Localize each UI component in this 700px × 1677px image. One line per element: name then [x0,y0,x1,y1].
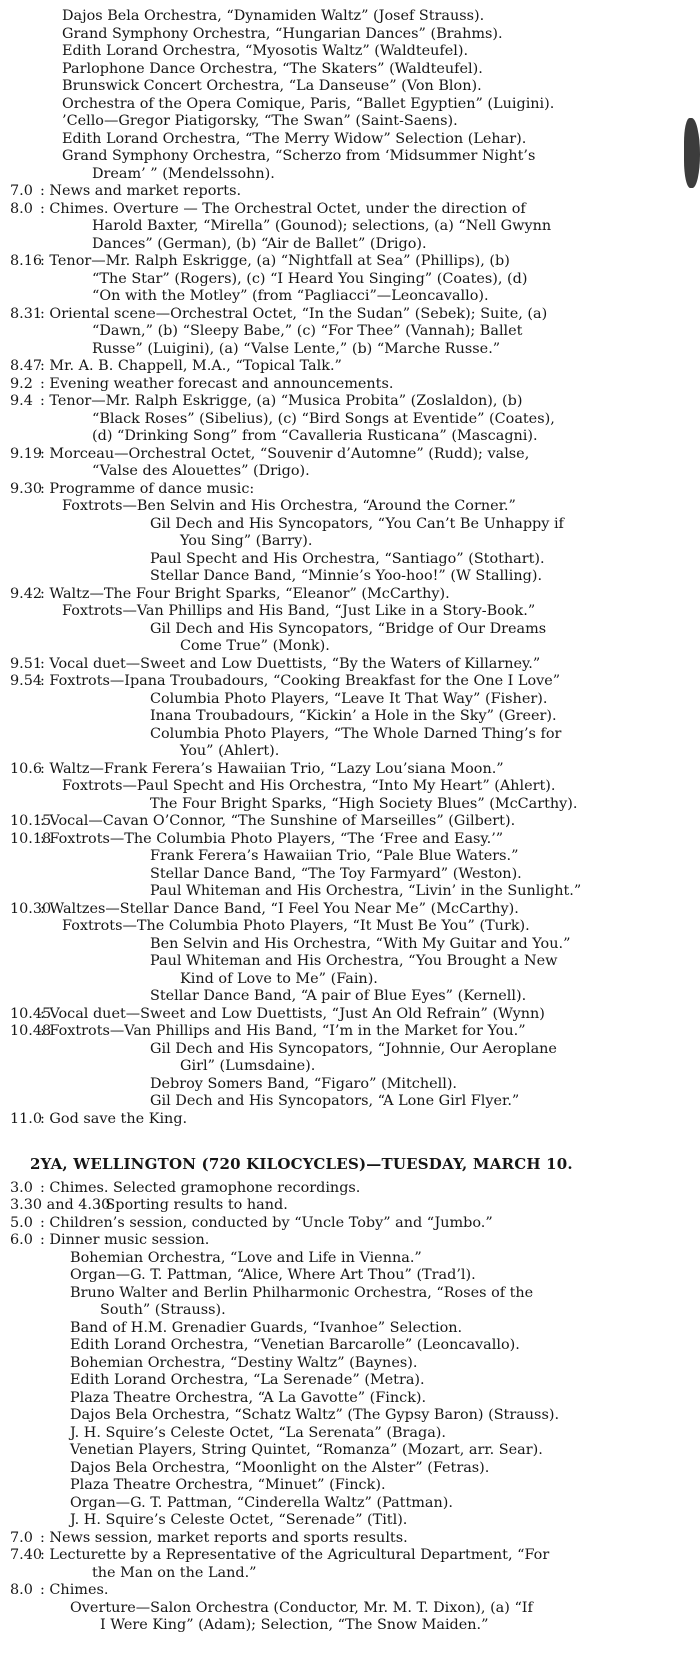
programme-text: I Were King” (Adam); Selection, “The Snow Maiden.” [100,1617,489,1633]
programme-line [0,201,700,219]
programme-time: 7.0 [10,1529,33,1546]
programme-text: Gil Dech and His Syncopators, “Johnnie, Our Aeroplane [150,1040,557,1057]
programme-line [0,1197,700,1215]
programme-line [0,1442,700,1460]
programme-text: Overture—Salon Orchestra (Conductor, Mr. M. T. Dixon), (a) “If [70,1599,533,1616]
programme-text: : Chimes. Selected gramophone recordings. [40,1179,361,1196]
programme-text: : News and market reports. [40,183,242,199]
programme-time: 10.18 [10,830,52,847]
programme-text: “On with the Motley” (from “Pagliacci”—Leoncavallo). [92,288,489,304]
programme-text: Bohemian Orchestra, “Love and Life in Vienna.” [70,1249,422,1266]
programme-text: : Mr. A. B. Chappell, M.A., “Topical Talk.” [40,358,342,374]
programme-text: the Man on the Land.” [92,1564,257,1581]
programme-line [0,236,700,254]
programme-text: Grand Symphony Orchestra, “Scherzo from ‘Midsummer Night’s [62,148,536,164]
programme-line [0,183,700,201]
programme-text: Bruno Walter and Berlin Philharmonic Orchestra, “Roses of the [70,1284,534,1301]
programme-text: You Sing” (Barry). [180,533,313,549]
programme-line [0,673,700,691]
programme-text: : News session, market reports and sports results. [40,1529,408,1546]
programme-text: : Chimes. Overture — The Orchestral Octet, under the direction of [40,200,526,217]
programme-text: : Foxtrots—Ipana Troubadours, “Cooking Breakfast for the One I Love” [40,673,561,689]
programme-text: Organ—G. T. Pattman, “Alice, Where Art Thou” (Trad’l). [70,1267,476,1283]
programme-line [0,813,700,831]
programme-line [0,743,700,761]
programme-line [0,43,700,61]
programme-text: Gil Dech and His Syncopators, “Bridge of Our Dreams [150,620,547,637]
station-heading [0,1156,700,1174]
programme-line [0,516,700,534]
programme-text: Dream’ ” (Mendelssohn). [92,165,275,182]
programme-line [0,1320,700,1338]
programme-line [0,1232,700,1250]
programme-text: : Tenor—Mr. Ralph Eskrigge, (a) “Musica Probita” (Zoslaldon), (b) [40,393,523,409]
programme-line [0,1390,700,1408]
programme-line [0,218,700,236]
programme-line [0,166,700,184]
programme-text: Orchestra of the Opera Comique, Paris, “Ballet Egyptien” (Luigini). [62,95,555,112]
programme-text: Edith Lorand Orchestra, “Myosotis Waltz” (Waldteufel). [62,43,469,59]
programme-line [0,568,700,586]
programme-line [0,446,700,464]
programme-text: J. H. Squire’s Celeste Octet, “Serenade” (Titl). [70,1512,408,1528]
programme-line [0,1215,700,1233]
programme-line [0,883,700,901]
programme-text: : Vocal—Cavan O’Connor, “The Sunshine of Marseilles” (Gilbert). [40,813,516,829]
programme-time: 10.15 [10,813,52,829]
programme-text: Foxtrots—Paul Specht and His Orchestra, “Into My Heart” (Ahlert). [62,778,556,794]
programme-text: Paul Specht and His Orchestra, “Santiago” (Stothart). [150,550,545,567]
programme-line [0,796,700,814]
programme-line [0,831,700,849]
programme-text: : Morceau—Orchestral Octet, “Souvenir d’Automne” (Rudd); valse, [40,445,530,462]
programme-line [0,1547,700,1565]
programme-text: (d) “Drinking Song” from “Cavalleria Rusticana” (Mascagni). [92,428,538,444]
programme-time: 9.51 [10,655,43,672]
programme-text: : Sporting results to hand. [96,1197,288,1213]
programme-text: : Children’s session, conducted by “Uncle Toby” and “Jumbo.” [40,1214,493,1231]
programme-text: “Black Roses” (Sibelius), (c) “Bird Songs at Eventide” (Coates), [92,410,555,427]
programme-time: 10.48 [10,1023,52,1039]
programme-line [0,1023,700,1041]
programme-line [0,551,700,569]
programme-text: Foxtrots—Van Phillips and His Band, “Just Like in a Story-Book.” [62,603,536,619]
programme-time: 6.0 [10,1232,33,1248]
programme-time: 9.30 [10,480,43,497]
programme-line [0,323,700,341]
programme-text: Dajos Bela Orchestra, “Moonlight on the Alster” (Fetras). [70,1459,490,1476]
programme-text: Paul Whiteman and His Orchestra, “You Brought a New [150,953,558,969]
programme-line [0,1180,700,1198]
programme-line [0,603,700,621]
programme-text: Dances” (German), (b) “Air de Ballet” (Drigo). [92,235,427,252]
programme-text: : Lecturette by a Representative of the Agricultural Department, “For [40,1547,550,1563]
programme-text: Columbia Photo Players, “Leave It That Way” (Fisher). [150,690,548,707]
programme-line [0,131,700,149]
programme-line [0,638,700,656]
programme-line [0,148,700,166]
programme-text: Edith Lorand Orchestra, “Venetian Barcarolle” (Leoncavallo). [70,1337,520,1353]
programme-text: Foxtrots—Ben Selvin and His Orchestra, “Around the Corner.” [62,498,516,514]
programme-line [0,428,700,446]
programme-line [0,1285,700,1303]
programme-line [0,848,700,866]
programme-text: Foxtrots—The Columbia Photo Players, “It Must Be You” (Turk). [62,918,530,934]
programme-text: : God save the King. [40,1110,188,1127]
programme-line [0,1460,700,1478]
programme-line [0,1250,700,1268]
programme-line [0,971,700,989]
programme-text: Stellar Dance Band, “Minnie’s Yoo-hoo!” (W Stalling). [150,568,543,584]
programme-line [0,253,700,271]
programme-text: You” (Ahlert). [180,743,280,759]
programme-line [0,918,700,936]
programme-time: 9.2 [10,375,33,392]
programme-time: 9.54 [10,673,43,689]
programme-line [0,586,700,604]
programme-text: Band of H.M. Grenadier Guards, “Ivanhoe” Selection. [70,1319,463,1336]
programme-text: Brunswick Concert Orchestra, “La Danseuse” (Von Blon). [62,78,482,94]
programme-line [0,656,700,674]
programme-block-first-station [0,8,700,1128]
programme-text: : Waltz—Frank Ferera’s Hawaiian Trio, “Lazy Lou’siana Moon.” [40,760,504,777]
programme-time: 8.0 [10,1582,33,1598]
programme-line [0,726,700,744]
station-heading-text: 2YA, WELLINGTON (720 KILOCYCLES)—TUESDAY, MARCH 10. [30,1155,573,1173]
programme-line [0,341,700,359]
programme-text: Frank Ferera’s Hawaiian Trio, “Pale Blue Waters.” [150,848,519,864]
programme-line [0,463,700,481]
programme-text: “Dawn,” (b) “Sleepy Babe,” (c) “For Thee” (Vannah); Ballet [92,323,523,339]
programme-text: : Chimes. [40,1582,109,1598]
programme-time: 7.40 [10,1547,43,1563]
programme-text: : Evening weather forecast and announcements. [40,375,394,392]
programme-time: 8.47 [10,358,43,374]
programme-text: : Vocal duet—Sweet and Low Duettists, “By the Waters of Killarney.” [40,655,541,672]
programme-time: 9.19 [10,445,43,462]
programme-text: Gil Dech and His Syncopators, “A Lone Girl Flyer.” [150,1093,520,1109]
programme-text: Inana Troubadours, “Kickin’ a Hole in the Sky” (Greer). [150,708,557,724]
programme-line [0,1582,700,1600]
programme-text: Gil Dech and His Syncopators, “You Can’t Be Unhappy if [150,515,564,532]
programme-line [0,498,700,516]
programme-line [0,1355,700,1373]
programme-text: The Four Bright Sparks, “High Society Blues” (McCarthy). [150,795,578,812]
programme-time: 5.0 [10,1214,33,1231]
programme-text: Ben Selvin and His Orchestra, “With My Guitar and You.” [150,935,571,952]
programme-time: 9.4 [10,393,33,409]
programme-text: Edith Lorand Orchestra, “The Merry Widow” Selection (Lehar). [62,130,527,147]
programme-line [0,8,700,26]
programme-text: Venetian Players, String Quintet, “Romanza” (Mozart, arr. Sear). [70,1442,543,1458]
programme-text: Stellar Dance Band, “The Toy Farmyard” (Weston). [150,865,522,882]
programme-line [0,1111,700,1129]
programme-time: 10.30 [10,900,52,917]
programme-line [0,533,700,551]
programme-line [0,1041,700,1059]
programme-time: 3.30 and 4.30 [10,1197,111,1213]
programme-line [0,1302,700,1320]
programme-line [0,708,700,726]
programme-line [0,1006,700,1024]
programme-time: 10.45 [10,1005,52,1022]
programme-text: Russe” (Luigini), (a) “Valse Lente,” (b) “Marche Russe.” [92,340,501,357]
programme-text: Organ—G. T. Pattman, “Cinderella Waltz” (Pattman). [70,1494,453,1511]
programme-line [0,481,700,499]
programme-line [0,988,700,1006]
programme-text: : Waltzes—Stellar Dance Band, “I Feel You Near Me” (McCarthy). [40,900,519,917]
programme-text: Girl” (Lumsdaine). [180,1058,316,1074]
programme-text: Come True” (Monk). [180,638,330,654]
programme-line [0,621,700,639]
programme-line [0,1495,700,1513]
programme-line [0,96,700,114]
programme-line [0,1076,700,1094]
programme-text: Columbia Photo Players, “The Whole Darned Thing’s for [150,725,562,742]
programme-text: Edith Lorand Orchestra, “La Serenade” (Metra). [70,1372,425,1388]
programme-time: 8.0 [10,200,33,217]
programme-text: : Vocal duet—Sweet and Low Duettists, “Just An Old Refrain” (Wynn) [40,1005,545,1022]
programme-line [0,271,700,289]
programme-text: Plaza Theatre Orchestra, “Minuet” (Finck). [70,1477,386,1493]
programme-line [0,1565,700,1583]
programme-line [0,26,700,44]
programme-time: 8.31 [10,305,43,322]
programme-line [0,778,700,796]
programme-text: : Oriental scene—Orchestral Octet, “In the Sudan” (Sebek); Suite, (a) [40,305,548,322]
programme-line [0,866,700,884]
programme-line [0,358,700,376]
programme-line [0,113,700,131]
programme-text: Debroy Somers Band, “Figaro” (Mitchell). [150,1075,458,1092]
programme-text: : Programme of dance music: [40,480,255,497]
programme-line [0,1407,700,1425]
programme-time: 10.6 [10,760,43,777]
programme-text: : Waltz—The Four Bright Sparks, “Eleanor” (McCarthy). [40,585,450,602]
programme-line [0,1512,700,1530]
programme-text: Stellar Dance Band, “A pair of Blue Eyes” (Kernell). [150,988,527,1004]
programme-text: Paul Whiteman and His Orchestra, “Livin’ in the Sunlight.” [150,883,582,899]
programme-text: Grand Symphony Orchestra, “Hungarian Dances” (Brahms). [62,25,503,42]
programme-text: Dajos Bela Orchestra, “Dynamiden Waltz” (Josef Strauss). [62,8,485,24]
programme-text: : Foxtrots—Van Phillips and His Band, “I’m in the Market for You.” [40,1023,526,1039]
programme-text: Parlophone Dance Orchestra, “The Skaters” (Waldteufel). [62,60,483,77]
programme-line [0,936,700,954]
programme-time: 8.16 [10,253,43,269]
programme-text: “The Star” (Rogers), (c) “I Heard You Singing” (Coates), (d) [92,270,528,287]
programme-time: 11.0 [10,1110,43,1127]
programme-text: Dajos Bela Orchestra, “Schatz Waltz” (The Gypsy Baron) (Strauss). [70,1407,560,1423]
programme-line [0,1425,700,1443]
programme-line [0,288,700,306]
programme-time: 7.0 [10,183,33,199]
programme-text: Bohemian Orchestra, “Destiny Waltz” (Baynes). [70,1354,418,1371]
programme-line [0,1372,700,1390]
programme-text: Harold Baxter, “Mirella” (Gounod); selections, (a) “Nell Gwynn [92,218,552,234]
programme-line [0,1337,700,1355]
programme-line [0,1267,700,1285]
programme-line [0,761,700,779]
programme-text: : Dinner music session. [40,1232,210,1248]
programme-text: J. H. Squire’s Celeste Octet, “La Serenata” (Braga). [70,1424,446,1441]
programme-line [0,61,700,79]
programme-text: : Tenor—Mr. Ralph Eskrigge, (a) “Nightfall at Sea” (Phillips), (b) [40,253,510,269]
programme-block-2ya-wellington [0,1180,700,1635]
programme-text: Plaza Theatre Orchestra, “A La Gavotte” (Finck). [70,1389,427,1406]
programme-text: : Foxtrots—The Columbia Photo Players, “The ‘Free and Easy.’” [40,830,504,847]
programme-text: “Valse des Alouettes” (Drigo). [92,463,310,479]
programme-time: 3.0 [10,1179,33,1196]
programme-line [0,78,700,96]
programme-line [0,1477,700,1495]
programme-text: ’Cello—Gregor Piatigorsky, “The Swan” (Saint-Saens). [62,113,458,129]
programme-line [0,901,700,919]
programme-line [0,411,700,429]
programme-line [0,953,700,971]
programme-line [0,1617,700,1635]
programme-line [0,306,700,324]
programme-time: 9.42 [10,585,43,602]
programme-line [0,1058,700,1076]
programme-text: Kind of Love to Me” (Fain). [180,970,378,987]
programme-line [0,691,700,709]
programme-line [0,1530,700,1548]
radio-programme-listing [0,8,700,1635]
programme-text: South” (Strauss). [100,1302,226,1318]
programme-line [0,1600,700,1618]
programme-line [0,1093,700,1111]
programme-line [0,376,700,394]
programme-line [0,393,700,411]
